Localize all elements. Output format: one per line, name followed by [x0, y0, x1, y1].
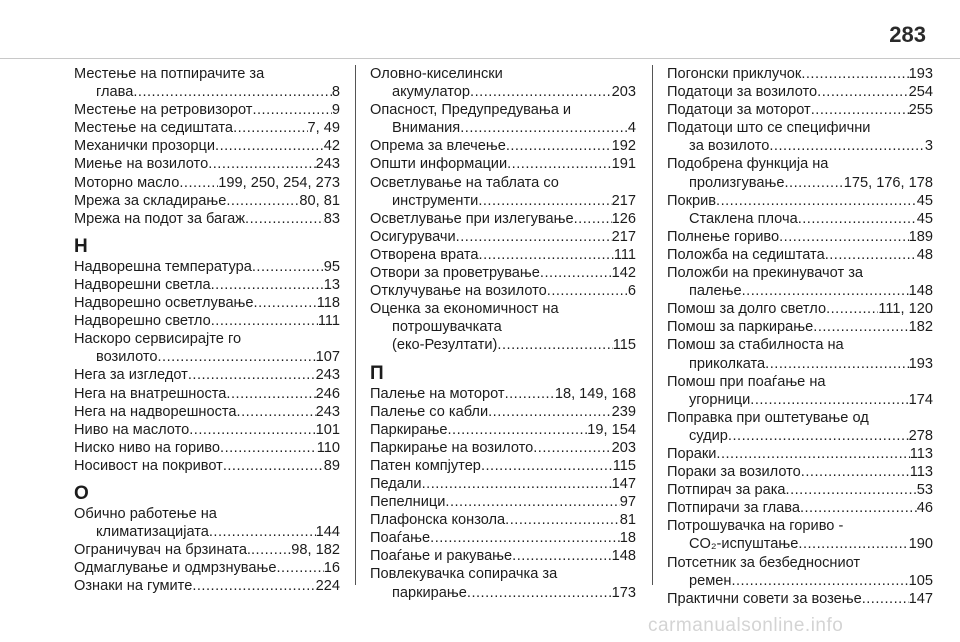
index-entry: [74, 155, 340, 173]
index-entry-pages: 278: [908, 427, 933, 444]
index-entry-text: инструменти: [392, 192, 479, 209]
dot-leader: [779, 228, 909, 246]
index-entry-pages: 18, 149, 168: [554, 385, 636, 402]
index-entry-text: Ниво на маслото: [74, 421, 190, 438]
index-entry: [667, 481, 933, 499]
index-entry-text: Поправка при оштетување од: [667, 409, 869, 426]
index-entry: [667, 318, 933, 336]
dot-leader: [481, 457, 613, 475]
index-entry: [667, 499, 933, 517]
dot-leader: [825, 246, 917, 264]
index-entry-text: Отвори за проветрување: [370, 265, 540, 282]
dot-leader: [731, 572, 908, 590]
index-entry-text: (еко-Резултати): [392, 337, 498, 354]
index-entry: [74, 559, 340, 577]
index-entry-text: Надворешно светло: [74, 313, 211, 330]
index-entry-pages: 113: [909, 464, 933, 481]
dot-leader: [798, 535, 908, 553]
index-entry-text: за возилото: [689, 138, 770, 155]
dot-leader: [254, 294, 317, 312]
page-number: 283: [889, 22, 926, 47]
index-entry-pages: 182: [908, 319, 933, 336]
index-entry-pages: 7, 49: [307, 120, 340, 137]
dot-leader: [488, 403, 612, 421]
index-entry-pages: 174: [908, 391, 933, 408]
dot-leader: [505, 385, 555, 403]
index-entry-text: Потпирачи за глава: [667, 500, 800, 517]
index-entry-text: Моторно масло: [74, 174, 180, 191]
dot-leader: [233, 119, 307, 137]
index-entry-pages: 107: [315, 349, 340, 366]
index-entry-text: Оловно-киселински: [370, 66, 503, 82]
index-entry-pages: 89: [323, 457, 340, 474]
index-entry: [74, 174, 340, 192]
dot-leader: [467, 584, 612, 602]
index-entry-pages: 13: [323, 276, 340, 293]
index-entry-pages: 173: [611, 584, 636, 601]
index-entry-pages: 199, 250, 254, 273: [218, 174, 340, 191]
index-entry-pages: 239: [611, 403, 636, 420]
index-entry: [667, 83, 933, 101]
dot-leader: [801, 463, 910, 481]
dot-leader: [784, 174, 843, 192]
index-entry: [370, 300, 636, 354]
header-rule: [0, 58, 960, 59]
dot-leader: [512, 547, 611, 565]
index-entry-pages: 243: [315, 403, 340, 420]
index-entry-pages: 9: [331, 102, 340, 119]
index-entry: [667, 554, 933, 590]
index-entry-text: Ознаки на гумите: [74, 578, 193, 595]
index-entry-text: Осветлување на таблата со: [370, 174, 559, 191]
index-entry-text: Покрив: [667, 192, 717, 209]
index-entry-text: Податоци што се специфични: [667, 120, 871, 137]
index-entry: [74, 258, 340, 276]
dot-leader: [750, 391, 908, 409]
index-entry: [667, 155, 933, 191]
index-entry: [74, 65, 340, 101]
dot-leader: [211, 312, 318, 330]
index-entry-pages: 191: [611, 156, 636, 173]
index-column-3: [667, 65, 933, 608]
index-entry-text: Помош за долго светло: [667, 301, 827, 318]
dot-leader: [237, 403, 316, 421]
index-entry-pages: 4: [627, 120, 636, 137]
index-entry-text: потрошувачката: [392, 319, 502, 336]
dot-leader: [252, 258, 324, 276]
dot-leader: [251, 541, 291, 559]
index-entry-text: Местење на седиштата: [74, 120, 234, 137]
index-entry-text: Носивост на покривот: [74, 457, 223, 474]
index-entry-pages: 217: [611, 228, 636, 245]
index-entry-text: CO₂-испуштање: [689, 536, 799, 553]
index-entry-text: Потпирач за рака: [667, 482, 786, 499]
index-entry: [667, 192, 933, 210]
dot-leader: [276, 559, 323, 577]
index-entry-text: приколката: [689, 355, 766, 372]
index-entry: [667, 373, 933, 409]
index-entry-text: Пораки за возилото: [667, 464, 801, 481]
index-entry-pages: 192: [611, 138, 636, 155]
index-entry-text: климатизацијата: [96, 524, 209, 541]
index-entry: [370, 565, 636, 601]
dot-leader: [252, 101, 331, 119]
index-column-1: [74, 65, 340, 595]
index-entry-text: Миење на возилото: [74, 156, 209, 173]
index-entry: [74, 330, 340, 366]
index-entry: [370, 228, 636, 246]
index-entry-text: палење: [689, 283, 742, 300]
dot-leader: [540, 264, 612, 282]
index-entry: [74, 439, 340, 457]
index-entry-text: Положба на седиштата: [667, 246, 825, 263]
index-entry-text: Опасност, Предупредувања и: [370, 102, 572, 119]
index-entry: [370, 155, 636, 173]
index-entry: [74, 119, 340, 137]
index-entry-pages: 115: [612, 337, 636, 354]
index-entry-pages: 148: [611, 548, 636, 565]
index-entry: [74, 312, 340, 330]
dot-leader: [208, 155, 315, 173]
index-entry-text: Надворешна температура: [74, 258, 252, 275]
index-entry: [74, 276, 340, 294]
dot-leader: [742, 282, 909, 300]
index-entry: [370, 457, 636, 475]
index-entry-text: ремен: [689, 572, 732, 589]
dot-leader: [179, 174, 218, 192]
dot-leader: [245, 210, 324, 228]
index-entry-pages: 115: [612, 457, 636, 474]
index-entry-text: Ограничувач на брзината.: [74, 542, 251, 559]
dot-leader: [716, 192, 917, 210]
index-entry-text: Пораки: [667, 445, 717, 462]
dot-leader: [215, 137, 324, 155]
index-entry-text: Местење на ретровизорот: [74, 102, 253, 119]
index-entry-text: Стаклена плоча: [689, 210, 798, 227]
index-entry-text: Наскоро сервисирајте го: [74, 331, 242, 348]
index-entry: [74, 192, 340, 210]
dot-leader: [220, 439, 317, 457]
index-entry: [667, 228, 933, 246]
dot-leader: [765, 355, 908, 373]
index-entry: [74, 210, 340, 228]
index-entry-text: Потрошувачка на гориво -: [667, 518, 844, 535]
index-entry-text: Погонски приклучок: [667, 66, 802, 82]
dot-leader: [158, 348, 316, 366]
index-entry: [370, 439, 636, 457]
dot-leader: [811, 101, 909, 119]
index-entry-text: Пепелници: [370, 494, 446, 511]
index-entry: [74, 577, 340, 595]
index-entry: [370, 282, 636, 300]
dot-leader: [813, 318, 908, 336]
dot-leader: [728, 427, 909, 445]
index-entry-text: Осветлување при излегување: [370, 210, 574, 227]
dot-leader: [460, 119, 628, 137]
index-entry-text: Потсетник за безбедносниот: [667, 554, 861, 571]
index-entry: [370, 101, 636, 137]
index-entry-pages: 95: [323, 258, 340, 275]
index-entry: [667, 445, 933, 463]
index-entry: [74, 421, 340, 439]
index-entry-text: Надворешно осветлување: [74, 295, 254, 312]
dot-leader: [800, 499, 917, 517]
index-entry-pages: 111: [613, 246, 636, 263]
dot-leader: [507, 155, 612, 173]
index-entry-pages: 217: [611, 192, 636, 209]
index-entry-text: Полнење гориво: [667, 228, 780, 245]
index-entry-pages: 19, 154: [587, 421, 636, 438]
index-entry-pages: 81: [619, 512, 636, 529]
index-entry: [667, 264, 933, 300]
dot-leader: [456, 228, 612, 246]
index-entry-pages: 254: [908, 84, 933, 101]
index-entry-pages: 6: [627, 283, 636, 300]
index-entry-text: пролизгување: [689, 174, 785, 191]
index-entry: [370, 174, 636, 210]
index-entry-pages: 189: [908, 228, 933, 245]
index-entry-text: Осигурувачи: [370, 228, 456, 245]
index-entry: [370, 529, 636, 547]
index-entry: [667, 590, 933, 608]
index-entry-pages: 97: [619, 494, 636, 511]
index-entry-pages: 243: [315, 156, 340, 173]
dot-leader: [209, 523, 316, 541]
index-entry: [74, 101, 340, 119]
index-entry: [370, 403, 636, 421]
index-entry-text: Повлекувачка сопирачка за: [370, 566, 558, 583]
index-entry-pages: 101: [315, 421, 340, 438]
index-entry-text: Мрежа на подот за багаж: [74, 210, 246, 227]
index-entry-pages: 18: [619, 530, 636, 547]
dot-leader: [470, 83, 612, 101]
dot-leader: [192, 577, 315, 595]
index-entry-text: Механички прозорци: [74, 138, 216, 155]
index-entry-pages: 144: [315, 524, 340, 541]
index-entry-text: Опрема за влечење: [370, 138, 506, 155]
dot-leader: [422, 475, 612, 493]
index-entry: [74, 403, 340, 421]
index-entry-pages: 193: [908, 355, 933, 372]
index-entry-text: Поаѓање: [370, 530, 431, 547]
dot-leader: [188, 366, 316, 384]
index-entry: [74, 137, 340, 155]
index-entry: [74, 366, 340, 384]
index-entry-pages: 203: [611, 84, 636, 101]
index-entry-pages: 126: [611, 210, 636, 227]
index-entry: [370, 385, 636, 403]
index-entry: [667, 65, 933, 83]
dot-leader: [801, 65, 908, 83]
index-entry: [667, 101, 933, 119]
index-entry-text: Ниско ниво на гориво: [74, 439, 221, 456]
index-entry-text: Помош при поаѓање на: [667, 373, 826, 390]
index-entry: [370, 65, 636, 101]
dot-leader: [226, 385, 315, 403]
index-entry: [667, 463, 933, 481]
index-entry: [370, 511, 636, 529]
index-column-2: [370, 65, 636, 602]
dot-leader: [223, 457, 324, 475]
index-entry-text: Практични совети за возење: [667, 590, 862, 607]
dot-leader: [478, 192, 611, 210]
index-entry: [370, 137, 636, 155]
index-entry-pages: 8: [331, 84, 340, 101]
index-entry-text: Одмаглување и одмрзнување: [74, 560, 277, 577]
index-entry: [74, 385, 340, 403]
dot-leader: [506, 137, 612, 155]
index-entry: [370, 421, 636, 439]
dot-leader: [716, 445, 909, 463]
dot-leader: [445, 493, 619, 511]
index-entry-text: Отклучување на возилото: [370, 283, 547, 300]
index-entry-pages: 193: [908, 66, 933, 82]
index-entry-pages: 243: [315, 367, 340, 384]
dot-leader: [479, 246, 614, 264]
index-letter-heading: П: [370, 362, 384, 384]
dot-leader: [547, 282, 628, 300]
index-entry-pages: 118: [316, 295, 340, 312]
dot-leader: [769, 137, 925, 155]
dot-leader: [430, 529, 620, 547]
index-entry: [370, 493, 636, 511]
index-entry-pages: 53: [916, 482, 933, 499]
index-entry-pages: 105: [908, 572, 933, 589]
index-entry-pages: 42: [323, 138, 340, 155]
dot-leader: [862, 590, 909, 608]
index-entry-text: Нега на надворешноста: [74, 403, 237, 420]
index-entry-pages: 148: [908, 283, 933, 300]
column-divider-1: [355, 65, 356, 585]
index-entry: [667, 336, 933, 372]
index-entry: [667, 300, 933, 318]
index-entry: [370, 475, 636, 493]
index-entry-pages: 110: [316, 439, 340, 456]
index-entry-text: Плафонска конзола: [370, 512, 506, 529]
dot-leader: [189, 421, 315, 439]
index-entry-pages: 16: [323, 560, 340, 577]
index-entry-text: Местење на потпирачите за: [74, 66, 265, 82]
index-entry-text: Палење на моторот: [370, 385, 505, 402]
index-entry-pages: 3: [924, 138, 933, 155]
index-entry-text: судир: [689, 427, 728, 444]
index-entry-text: Нега за изгледот: [74, 367, 188, 384]
watermark: carmanualsonline.info: [648, 615, 844, 636]
index-entry-pages: 147: [908, 590, 933, 607]
index-entry: [370, 210, 636, 228]
index-entry: [667, 246, 933, 264]
index-entry-text: Надворешни светла: [74, 276, 211, 293]
index-entry-text: Патен компјутер: [370, 457, 481, 474]
index-entry-text: Паркирање на возилото: [370, 439, 534, 456]
index-entry: [667, 119, 933, 155]
index-entry-pages: 203: [611, 439, 636, 456]
index-entry: [667, 409, 933, 445]
dot-leader: [226, 192, 299, 210]
index-entry-pages: 48: [916, 246, 933, 263]
index-entry-pages: 190: [908, 536, 933, 553]
index-entry: [74, 505, 340, 541]
index-entry-text: Обично работење на: [74, 505, 217, 522]
index-entry: [370, 264, 636, 282]
index-entry-pages: 255: [908, 102, 933, 119]
column-divider-2: [652, 65, 653, 585]
index-entry-text: угорници: [689, 391, 751, 408]
dot-leader: [786, 481, 917, 499]
dot-leader: [447, 421, 587, 439]
index-entry-text: Податоци за возилото: [667, 84, 818, 101]
index-letter-heading: О: [74, 482, 89, 504]
index-entry-pages: 147: [611, 475, 636, 492]
index-entry: [370, 547, 636, 565]
index-entry-text: Педали: [370, 475, 422, 492]
index-entry-pages: 45: [916, 210, 933, 227]
index-entry-pages: 45: [916, 192, 933, 209]
index-entry-pages: 111, 120: [878, 301, 933, 318]
index-entry-text: Положби на прекинувачот за: [667, 265, 863, 282]
index-entry-text: Општи информации: [370, 156, 508, 173]
index-entry-text: Податоци за моторот: [667, 102, 811, 119]
index-entry-pages: 224: [315, 578, 340, 595]
index-entry-pages: 246: [315, 385, 340, 402]
index-entry-pages: 80, 81: [299, 192, 340, 209]
index-entry-pages: 46: [916, 500, 933, 517]
index-entry-text: Поаѓање и ракување: [370, 548, 513, 565]
index-entry-text: Палење со кабли: [370, 403, 489, 420]
index-entry-text: Помош за паркирање: [667, 319, 814, 336]
index-entry-pages: 142: [611, 265, 636, 282]
index-entry-pages: 111: [317, 313, 340, 330]
index-entry-pages: 98, 182: [291, 542, 340, 559]
index-letter-heading: Н: [74, 235, 88, 257]
index-entry-text: Паркирање: [370, 421, 448, 438]
index-entry-text: возилото: [96, 349, 158, 366]
index-entry-text: глава: [96, 84, 134, 101]
index-entry-text: паркирање: [392, 584, 467, 601]
index-entry: [667, 517, 933, 553]
dot-leader: [133, 83, 332, 101]
dot-leader: [574, 210, 612, 228]
dot-leader: [505, 511, 620, 529]
dot-leader: [533, 439, 611, 457]
index-entry-text: Отворена врата: [370, 246, 479, 263]
index-entry-pages: 175, 176, 178: [843, 174, 933, 191]
index-entry-text: Помош за стабилноста на: [667, 337, 844, 354]
index-entry: [74, 457, 340, 475]
index-entry: [370, 246, 636, 264]
index-entry-text: Нега на внатрешноста: [74, 385, 227, 402]
index-entry: [74, 294, 340, 312]
index-entry-text: акумулатор: [392, 84, 471, 101]
index-entry-text: Внимания: [392, 120, 461, 137]
index-entry: [74, 541, 340, 559]
dot-leader: [817, 83, 908, 101]
index-entry: [667, 210, 933, 228]
dot-leader: [211, 276, 324, 294]
dot-leader: [497, 336, 612, 354]
dot-leader: [826, 300, 878, 318]
index-entry-pages: 113: [909, 445, 933, 462]
index-entry-pages: 83: [323, 210, 340, 227]
index-entry-text: Оценка за економичност на: [370, 301, 559, 318]
index-entry-text: Подобрена функција на: [667, 156, 829, 173]
index-entry-text: Мрежа за складирање: [74, 192, 227, 209]
dot-leader: [798, 210, 917, 228]
